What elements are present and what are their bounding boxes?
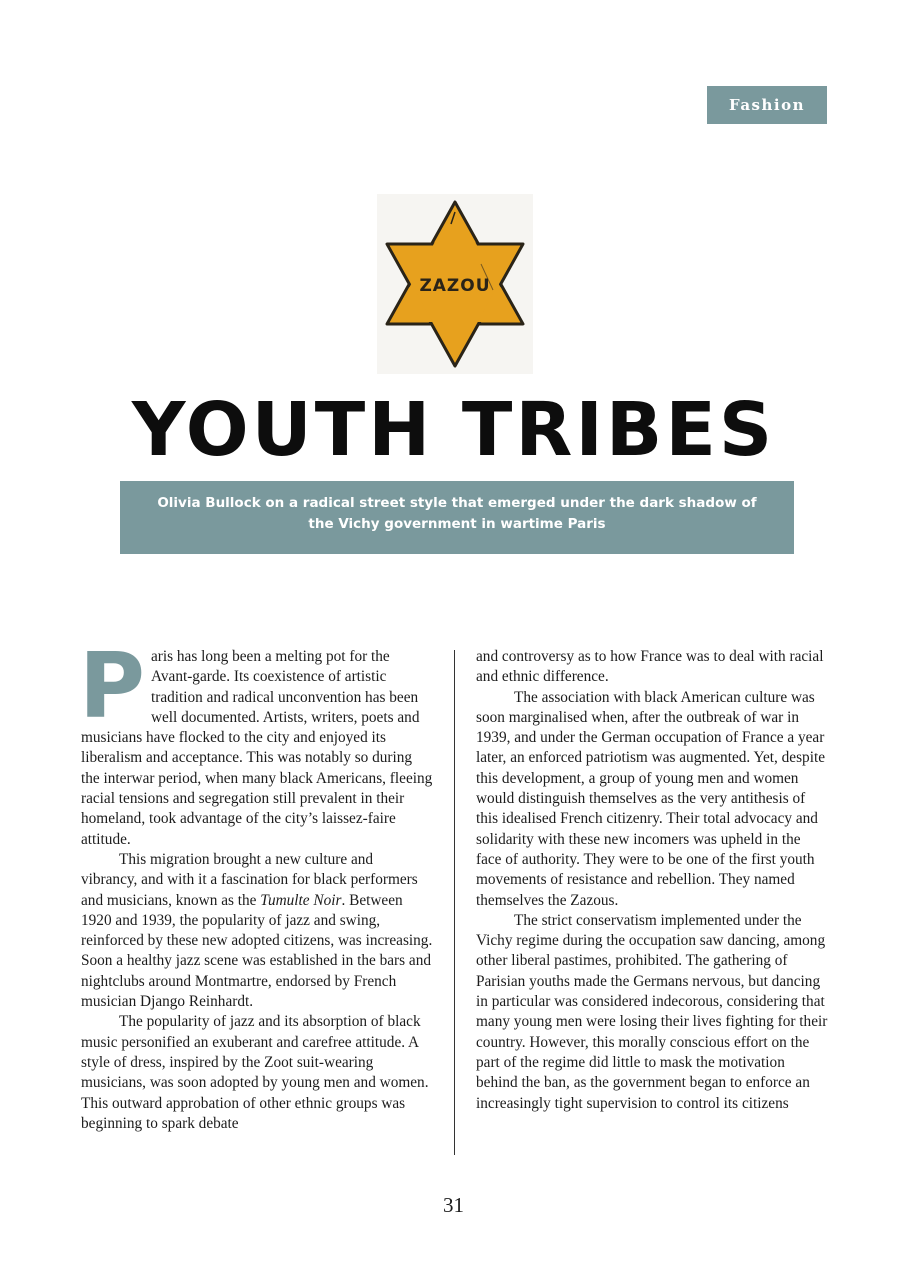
star-of-david-icon <box>377 194 533 374</box>
paragraph: The popularity of jazz and its absorption of black music personified an exuberant and carefree attitude. A style of dress, inspired by the Zoot suit-wearing musicians, was soon adopted by young men and women. This outward approbation of other ethnic groups was beginning to spark debate <box>81 1013 429 1132</box>
paragraph-text: aris has long been a melting pot for the Avant-garde. Its coexistence of artistic tradition and radical unconvention has been well documented. Artists, writers, poets and musicians have flocked to the city and enjoyed its liberalism and acceptance. This was notably so during the interwar period, when many black Americans, fleeing racial tensions and segregation still prevalent in their homeland, took advantage of the city’s laissez-faire attitude. <box>81 648 433 848</box>
paragraph <box>79 634 433 850</box>
section-tag: Fashion <box>707 86 827 124</box>
badge-text: ZAZOU <box>419 276 491 296</box>
article-column-left <box>79 634 433 1134</box>
paragraph: The association with black American culture was soon marginalised when, after the outbreak of war in 1939, and under the German occupation of France a year later, an enforced patriotism was augmented. Yet, despite this development, a group of young men and women would distinguish themselves as the very antithesis of this idealised French citizenry. Their total advocacy and solidarity with these new incomers was upheld in the face of authority. They were to be one of the first youth movements of resistance and rebellion. They named themselves the Zazous. <box>476 688 825 909</box>
paragraph: The strict conservatism implemented under the Vichy regime during the occupation saw dancing, among other liberal pastimes, prohibited. The gathering of Parisian youths made the Germans nervous, but dancing in particular was considered indecorous, considering that many young men were losing their lives fighting for their country. However, this morally conscious effort on the part of the regime did little to mask the motivation behind the ban, as the government began to enforce an increasingly tight supervision to control its citizens <box>476 911 828 1112</box>
paragraph-text: This migration brought a new culture and vibrancy, and with it a fascination for black performers and musicians, known as the <box>81 850 418 909</box>
drop-cap: P <box>79 634 145 739</box>
paragraph: and controversy as to how France was to deal with racial and ethnic difference. <box>476 648 824 686</box>
paragraph <box>81 850 433 1012</box>
column-divider <box>454 650 455 1155</box>
paragraph-text: . Between 1920 and 1939, the popularity of jazz and swing, reinforced by these new adopted citizens, was increasing. Soon a healthy jazz scene was established in the bars and nightclubs around Montmartre, endorsed by French musician Django Reinhardt. <box>81 891 433 1011</box>
page-number: 31 <box>443 1193 464 1217</box>
zazou-star-badge <box>377 194 533 374</box>
standfirst: Olivia Bullock on a radical street style that emerged under the dark shadow of the Vichy government in wartime Paris <box>120 481 794 554</box>
article-column-right <box>476 647 828 1114</box>
italic-term: Tumulte Noir <box>260 891 342 909</box>
headline: YOUTH TRIBES <box>131 387 776 473</box>
